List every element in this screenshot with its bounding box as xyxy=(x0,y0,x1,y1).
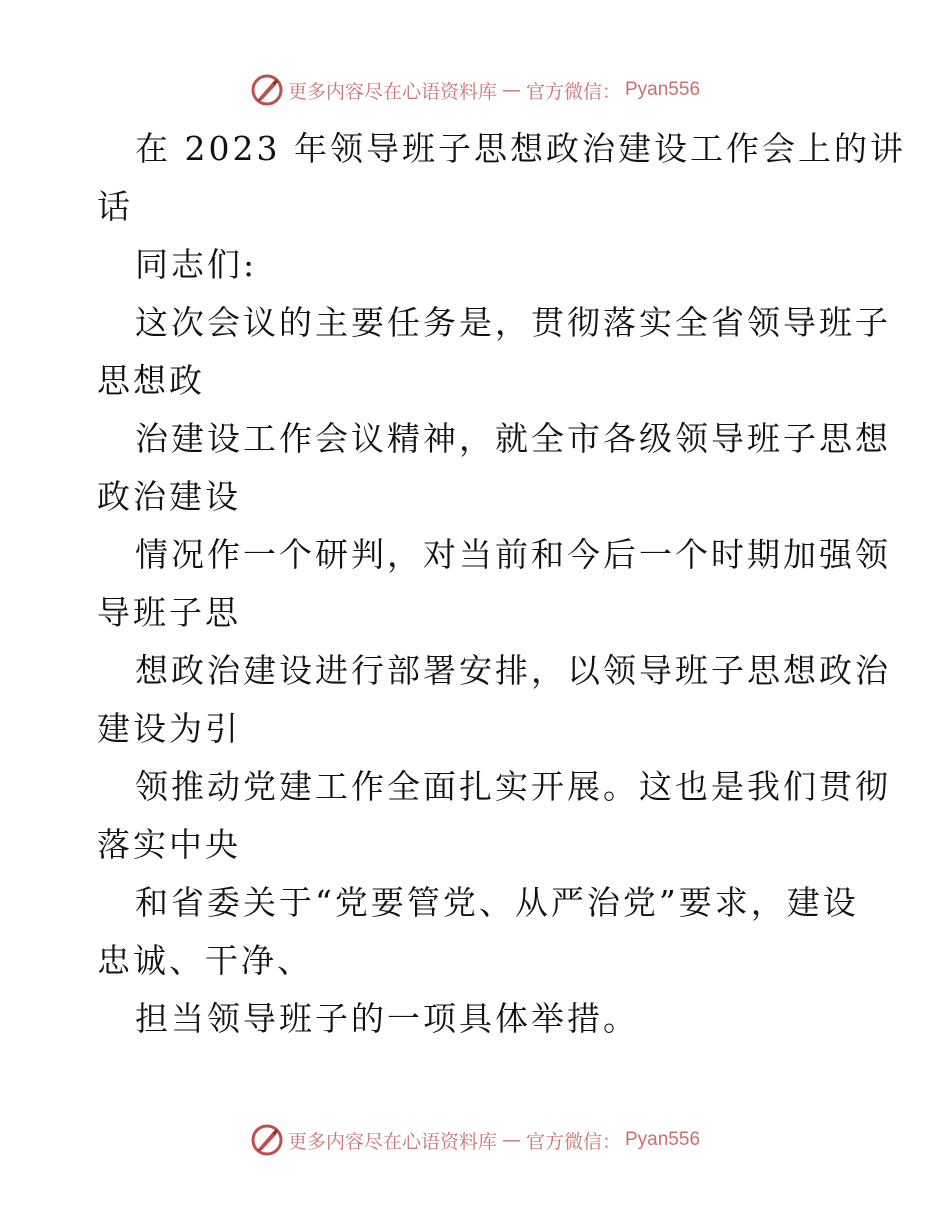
paragraph-line: 政治建设 xyxy=(97,477,241,516)
watermark-banner-top xyxy=(0,70,950,110)
watermark-banner-bottom xyxy=(0,1120,950,1160)
watermark-text: 更多内容尽在心语资料库 xyxy=(287,1130,497,1153)
watermark-content xyxy=(250,73,700,107)
paragraph-line: 同志们: xyxy=(135,245,258,284)
watermark-wechat-id: Pyan556 xyxy=(625,79,701,100)
paragraph-line: 话 xyxy=(97,187,133,226)
paragraph-line: 领推动党建工作全面扎实开展。这也是我们贯彻 xyxy=(135,767,891,806)
paragraph-line: 情况作一个研判，对当前和今后一个时期加强领 xyxy=(135,535,891,574)
paragraph-line: 和省委关于“党要管党、从严治党”要求，建设 xyxy=(135,883,859,922)
document-title-line: 在 2023 年领导班子思想政治建设工作会上的讲 xyxy=(135,129,906,168)
paragraph-line: 思想政 xyxy=(97,361,205,400)
pen-logo-icon xyxy=(250,1123,284,1157)
paragraph-line: 这次会议的主要任务是，贯彻落实全省领导班子 xyxy=(135,303,891,342)
document-body xyxy=(97,120,906,1048)
paragraph-line: 导班子思 xyxy=(97,593,241,632)
paragraph-line: 忠诚、干净、 xyxy=(97,941,313,980)
paragraph-line: 治建设工作会议精神，就全市各级领导班子思想 xyxy=(135,419,891,458)
watermark-wechat-id: Pyan556 xyxy=(625,1129,701,1150)
paragraph-line: 想政治建设进行部署安排，以领导班子思想政治 xyxy=(135,651,891,690)
pen-logo-icon xyxy=(250,73,284,107)
watermark-content xyxy=(250,1123,700,1157)
watermark-wechat-label: 官方微信： xyxy=(525,80,621,103)
watermark-dash: — xyxy=(501,1129,521,1151)
watermark-wechat-label: 官方微信： xyxy=(525,1130,621,1153)
watermark-dash: — xyxy=(501,79,521,101)
paragraph-line: 落实中央 xyxy=(97,825,241,864)
paragraph-line: 担当领导班子的一项具体举措。 xyxy=(135,999,639,1038)
paragraph-line: 建设为引 xyxy=(97,709,241,748)
watermark-text: 更多内容尽在心语资料库 xyxy=(287,80,497,103)
